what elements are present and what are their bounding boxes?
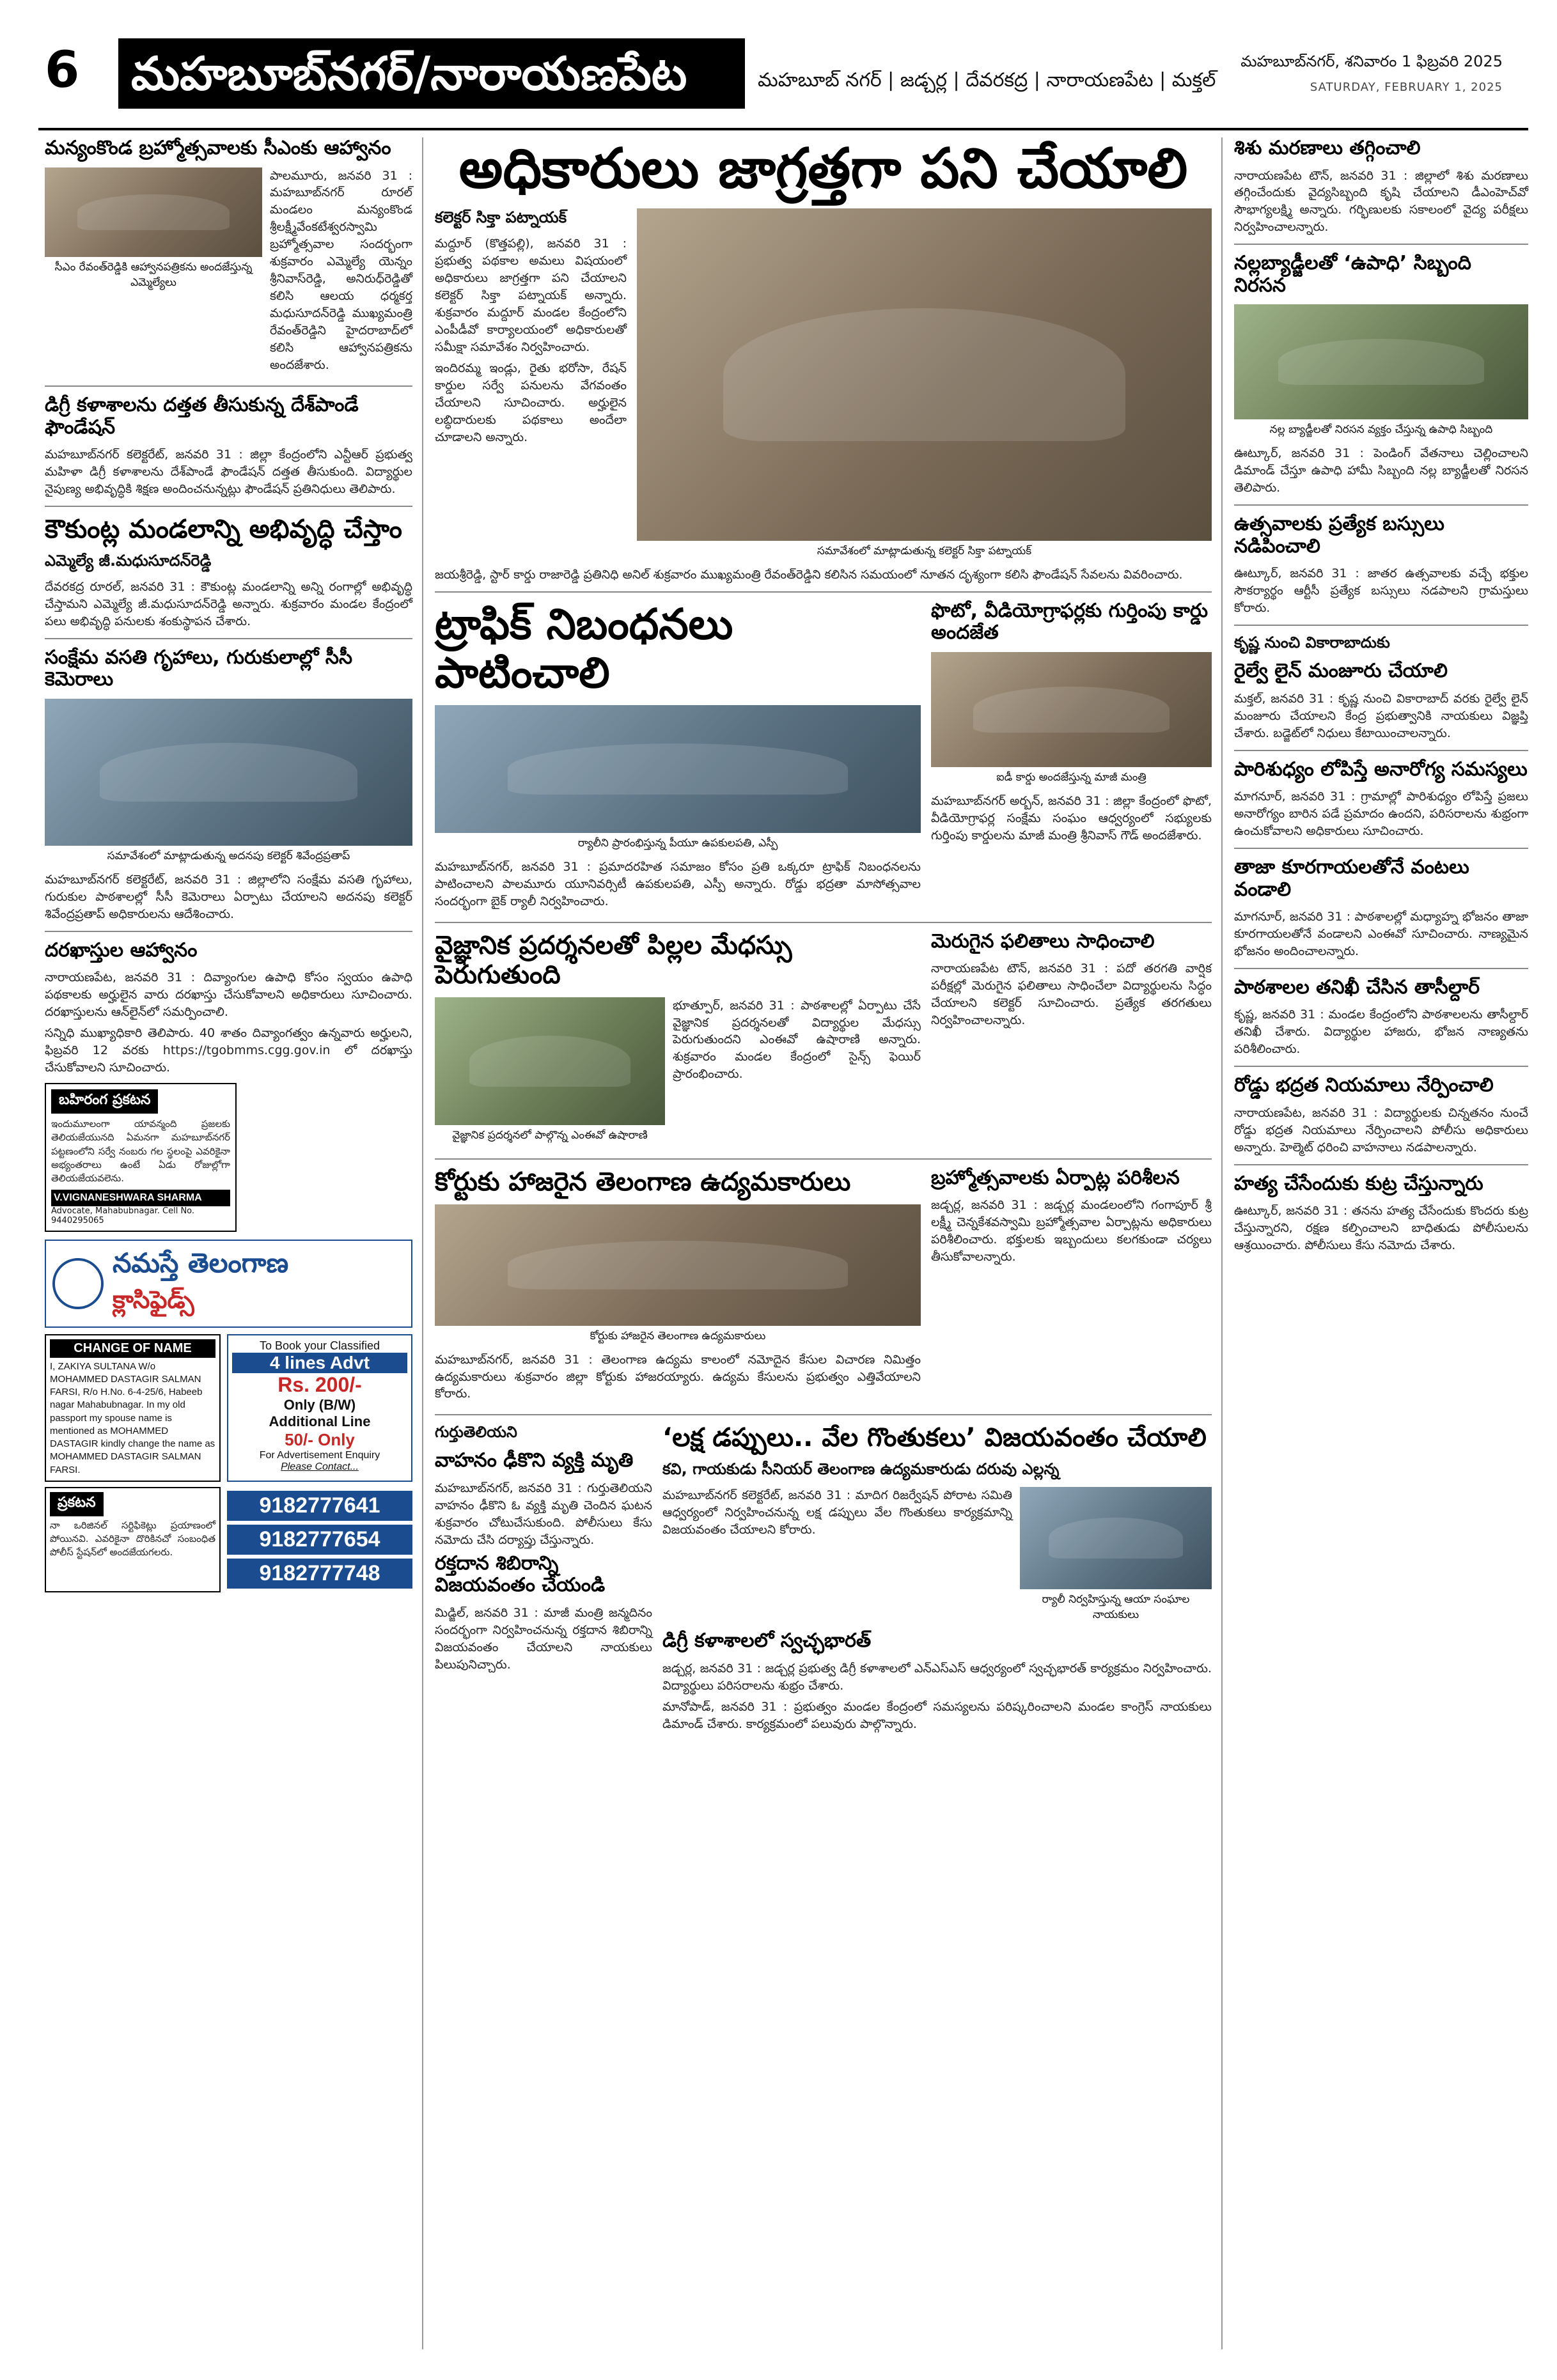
- story-text: మహబూబ్‌నగర్ కలెక్టరేట్, జనవరి 31 : మాదిగ రిజర్వేషన్ పోరాట సమితి ఆధ్వర్యంలో నిర్వహించనున్న లక్ష డప్పులు వేల గొంతుకలు కార్యక్రమాన్ని విజయవంతం చేయాలని కోరారు.: [662, 1488, 1012, 1537]
- story-head: ట్రాఫిక్ నిబంధనలు పాటించాలి: [435, 599, 733, 697]
- photo-caption: నల్ల బ్యాడ్జీలతో నిరసన వ్యక్తం చేస్తున్న ఉపాధి సిబ్బంది: [1269, 423, 1493, 437]
- book-price: Rs. 200/-: [278, 1373, 362, 1396]
- column-right: [1234, 137, 1528, 1258]
- story-head: ఉత్సవాలకు ప్రత్యేక బస్సులు నడిపించాలి: [1234, 513, 1444, 557]
- change-text: I, ZAKIYA SULTANA W/o MOHAMMED DASTAGIR SALMAN FARSI, R/o H.No. 6-4-25/6, Habeeb nagar Mahabubnagar. In my old passport my spouse name is mentioned as MOHAMMED DASTAGIR kindly change the name as MOHAMMED DASTAGIR SALMAN FARSI.: [50, 1360, 215, 1475]
- photo-caption: సమావేశంలో మాట్లాడుతున్న అదనపు కలెక్టర్ శివేంద్రప్రతాప్: [107, 849, 350, 862]
- story-head: రైల్వే లైన్ మంజూరు చేయాలి: [1234, 660, 1448, 683]
- book-contact: Please Contact...: [281, 1461, 359, 1472]
- story-photo: [931, 652, 1212, 767]
- story-photo: [1020, 1487, 1212, 1589]
- column-center: [435, 137, 1212, 1737]
- lead-subhead: కలెక్టర్ సిక్తా పట్నాయక్: [435, 208, 567, 226]
- phone-number: 9182777641: [227, 1491, 412, 1521]
- story-head: మెరుగైన ఫలితాలు సాధించాలి: [931, 929, 1155, 953]
- divider: [45, 638, 412, 639]
- story-head: రోడ్డు భద్రత నియమాలు నేర్పించాలి: [1234, 1074, 1494, 1097]
- story-text: మాగనూర్, జనవరి 31 : గ్రామాల్లో పారిశుధ్యం లోపిస్తే ప్రజలు అనారోగ్యం బారిన పడే ప్రమాదం ఉందని, పరిసరాలను శుభ్రంగా ఉంచుకోవాలని అధికారులు సూచించారు.: [1234, 789, 1528, 839]
- photo-caption: ర్యాలీని ప్రారంభిస్తున్న పీయూ ఉపకులపతి, ఎస్పీ: [577, 836, 778, 850]
- story-head: దరఖాస్తుల ఆహ్వానం: [45, 938, 198, 961]
- column-rule: [422, 137, 423, 2349]
- classifieds-banner: [45, 1240, 412, 1328]
- lead-photo: [637, 208, 1212, 541]
- story-photo: [435, 997, 665, 1125]
- story-head: హత్య చేసేందుకు కుట్ర చేస్తున్నారు: [1234, 1172, 1483, 1195]
- divider: [435, 1414, 1212, 1415]
- story-subhead: కవి, గాయకుడు సీనియర్ తెలంగాణ ఉద్యమకారుడు దరువు ఎల్లన్న: [662, 1460, 1060, 1479]
- phone-list: [227, 1487, 412, 1592]
- story-photo: [45, 699, 412, 846]
- notice-title: బహిరంగ ప్రకటన: [51, 1089, 158, 1114]
- classifieds-seal-icon: [52, 1258, 104, 1309]
- book-head: To Book your Classified: [259, 1339, 380, 1352]
- story-text: మహబూబ్‌నగర్ కలెక్టరేట్, జనవరి 31 : జిల్లా కేంద్రంలోని ఎన్టీఆర్ ప్రభుత్వ మహిళా డిగ్రీ కళాశాలను దేశ్‌పాండే ఫౌండేషన్ దత్తత తీసుకుంది. విద్యార్థుల నైపుణ్య అభివృద్ధికి శిక్షణ అందించనున్నట్లు ఫౌండేషన్ ప్రతినిధులు తెలిపారు.: [45, 447, 412, 497]
- story-photo: [45, 167, 262, 257]
- story-photo: [435, 1204, 921, 1326]
- lead-caption: సమావేశంలో మాట్లాడుతున్న కలెక్టర్ సిక్తా పట్నాయక్: [817, 544, 1032, 557]
- masthead: [38, 38, 1528, 112]
- story-text: ఊట్కూర్, జనవరి 31 : పెండింగ్ వేతనాలు చెల్లించాలని డిమాండ్ చేస్తూ ఉపాధి హామీ సిబ్బంది నల్ల బ్యాడ్జీలతో నిరసన తెలిపారు.: [1234, 446, 1528, 495]
- divider: [435, 591, 1212, 593]
- public-notice-ad: [45, 1083, 237, 1231]
- prakatana-ad: [45, 1487, 221, 1592]
- divider: [1234, 1066, 1528, 1067]
- classifieds-brand: నమస్తే తెలంగాణ: [113, 1247, 289, 1279]
- story-text: మహబూబ్‌నగర్, జనవరి 31 : గుర్తుతెలియని వాహనం ఢీకొని ఓ వ్యక్తి మృతి చెందిన ఘటన శుక్రవారం చోటుచేసుకుంది. పోలీసులు కేసు నమోదు చేసి దర్యాప్తు చేస్తున్నారు.: [435, 1481, 652, 1547]
- story-head: పారిశుధ్యం లోపిస్తే అనారోగ్య సమస్యలు: [1234, 758, 1528, 781]
- book-classified-ad: [227, 1334, 412, 1482]
- classifieds-sub: క్లాసిఫైడ్స్: [113, 1285, 194, 1314]
- advocate-name: V.VIGNANESHWARA SHARMA: [51, 1190, 230, 1206]
- story-head: రక్తదాన శిబిరాన్ని విజయవంతం చేయండి: [435, 1552, 606, 1597]
- column-rule: [1221, 137, 1223, 2349]
- lead-headline: అధికారులు జాగ్రత్తగా పని చేయాలి: [458, 137, 1188, 201]
- story-text: మహబూబ్‌నగర్ కలెక్టరేట్, జనవరి 31 : జిల్లాలోని సంక్షేమ వసతి గృహాలు, గురుకుల పాఠశాలల్లో సీసీ కెమెరాలు ఏర్పాటు చేయాలని అదనపు కలెక్టర్ శివేంద్రప్రతాప్ అధికారులను ఆదేశించారు.: [45, 872, 412, 921]
- story-text: పాలమూరు, జనవరి 31 : మహబూబ్‌నగర్ రూరల్ మండలం మన్యంకొండ శ్రీలక్ష్మీవేంకటేశ్వరస్వామి బ్రహ్మోత్సవాల సందర్భంగా శుక్రవారం ఎమ్మెల్యే యెన్నం శ్రీనివాస్‌రెడ్డి, అనిరుధ్‌రెడ్డితో కలిసి ఆలయ ధర్మకర్త మధుసూదన్‌రెడ్డి ముఖ్యమంత్రి రేవంత్‌రెడ్డిని హైదరాబాద్‌లో కలిసి ఆహ్వానపత్రికను అందజేశారు.: [270, 168, 412, 373]
- divider: [435, 1158, 1212, 1160]
- story-head: డిగ్రీ కళాశాలను దత్తత తీసుకున్న దేశ్‌పాండే ఫౌండేషన్: [45, 394, 359, 439]
- story-head: ‘లక్ష డప్పులు.. వేల గొంతుకలు’ విజయవంతం చేయాలి: [662, 1423, 1207, 1453]
- book-only: Only (B/W): [283, 1396, 356, 1413]
- story-text: జడ్చర్ల, జనవరి 31 : జడ్చర్ల ప్రభుత్వ డిగ్రీ కళాశాలలో ఎన్ఎస్ఎస్ ఆధ్వర్యంలో స్వచ్ఛభారత్ కార్యక్రమం నిర్వహించారు. విద్యార్థులు పరిసరాలను శుభ్రం చేశారు.: [662, 1661, 1212, 1693]
- photo-caption: వైజ్ఞానిక ప్రదర్శనలో పాల్గొన్న ఎంఈవో ఉషారాణి: [452, 1128, 648, 1142]
- book-additional: Additional Line: [269, 1413, 371, 1429]
- story-text: నారాయణపేట టౌన్, జనవరి 31 : జిల్లాలో శిశు మరణాలు తగ్గించేందుకు వైద్యసిబ్బంది కృషి చేయాలని డీఎంహెచ్‌వో సౌభాగ్యలక్ష్మి అన్నారు. గర్భిణులకు సకాలంలో వైద్య పరీక్షలు నిర్వహించాలన్నారు.: [1234, 168, 1528, 235]
- divider: [435, 922, 1212, 923]
- divider: [1234, 1164, 1528, 1165]
- page-title: మహబూబ్‌నగర్/నారాయణపేట: [118, 38, 745, 109]
- divider: [1234, 244, 1528, 245]
- story-head: వైజ్ఞానిక ప్రదర్శనలతో పిల్లల మేధస్సు పెరుగుతుంది: [435, 930, 792, 990]
- phone-number: 9182777654: [227, 1525, 412, 1555]
- story-head: పాఠశాలల తనిఖీ చేసిన తాసీల్దార్: [1234, 976, 1480, 999]
- story-text: మహబూబ్‌నగర్, జనవరి 31 : తెలంగాణ ఉద్యమ కాలంలో నమోదైన కేసుల విచారణ నిమిత్తం ఉద్యమకారులు శుక్రవారం జిల్లా కోర్టుకు హాజరయ్యారు. ఉద్యమ కేసులను ప్రభుత్వం ఎత్తివేయాలని కోరారు.: [435, 1352, 921, 1401]
- story-head: తాజా కూరగాయలతోనే వంటలు వండాలి: [1234, 856, 1469, 901]
- story-head: ఫొటో, వీడియోగ్రాఫర్లకు గుర్తింపు కార్డు అందజేత: [931, 599, 1208, 644]
- divider: [1234, 968, 1528, 969]
- story-text: ఊట్కూర్, జనవరి 31 : జాతర ఉత్సవాలకు వచ్చే భక్తుల సౌకర్యార్థం ఆర్టీసీ ప్రత్యేక బస్సులు నడపాలని గ్రామస్తులు కోరారు.: [1234, 566, 1528, 616]
- story-text: కృష్ణ, జనవరి 31 : మండల కేంద్రంలోని పాఠశాలలను తాసీల్దార్ తనిఖీ చేశారు. విద్యార్థుల హాజరు, భోజన నాణ్యతను పరిశీలించారు.: [1234, 1007, 1528, 1057]
- date-english: SATURDAY, FEBRUARY 1, 2025: [1310, 81, 1503, 94]
- story-text: సన్నిధి ముఖ్యాధికారి తెలిపారు. 40 శాతం దివ్యాంగత్వం ఉన్నవారు అర్హులని, ఫిబ్రవరి 12 వరకు https://tgobmms.cgg.gov.in లో దరఖాస్తు చేసుకోవాలని సూచించారు.: [45, 1026, 412, 1075]
- story-text: మక్తల్, జనవరి 31 : కృష్ణ నుంచి వికారాబాద్ వరకు రైల్వే లైన్ మంజూరు చేయాలని కేంద్ర ప్రభుత్వానికి నాయకులు విజ్ఞప్తి చేశారు. బడ్జెట్‌లో నిధులు కేటాయించాలన్నారు.: [1234, 691, 1528, 740]
- notice-text: ఇందుమూలంగా యావన్మంది ప్రజలకు తెలియజేయునది ఏమనగా మహబూబ్‌నగర్ పట్టణంలోని సర్వే నంబరు గల స్థలంపై ఎవరికైనా అభ్యంతరాలు ఉంటే ఏడు రోజుల్లోగా తెలియజేయవలెను.: [51, 1118, 230, 1185]
- story-subhead: ఎమ్మెల్యే జీ.మధుసూదన్‌రెడ్డి: [45, 552, 212, 570]
- masthead-rule: [38, 128, 1528, 130]
- divider: [45, 931, 412, 932]
- story-text: నారాయణపేట, జనవరి 31 : దివ్యాంగుల ఉపాధి కోసం స్వయం ఉపాధి పథకాలకు అర్హులైన వారు దరఖాస్తు చేసుకోవాలని అధికారులు సూచించారు. దరఖాస్తులను ఆన్‌లైన్‌లో సమర్పించాలి.: [45, 970, 412, 1020]
- towns-strip: మహబూబ్ నగర్ | జడ్చర్ల | దేవరకద్ర | నారాయణపేట | మక్తల్: [758, 69, 1216, 91]
- story-text: జడ్చర్ల, జనవరి 31 : జడ్చర్ల మండలంలోని గంగాపూర్ శ్రీ లక్ష్మీ చెన్నకేశవస్వామి బ్రహ్మోత్సవాల ఏర్పాట్లను అధికారులు పరిశీలించారు. భక్తులకు ఇబ్బందులు కలగకుండా చర్యలు తీసుకోవాలన్నారు.: [931, 1198, 1212, 1264]
- book-lines: 4 lines Advt: [232, 1353, 407, 1373]
- story-text: మహబూబ్‌నగర్, జనవరి 31 : ప్రమాదరహిత సమాజం కోసం ప్రతి ఒక్కరూ ట్రాఫిక్ నిబంధనలను పాటించాలని పాలమూరు యూనివర్సిటీ ఉపకులపతి, ఎస్పీ అన్నారు. రోడ్డు భద్రతా మాసోత్సవాల సందర్భంగా బైక్ ర్యాలీ నిర్వహించారు.: [435, 859, 921, 908]
- story-head: డిగ్రీ కళాశాలలో స్వచ్ఛభారత్: [662, 1629, 872, 1653]
- column-left: [45, 137, 412, 1592]
- prakatana-text: నా ఒరిజినల్ సర్టిఫికెట్లు ప్రయాణంలో పోయినవి. ఎవరికైనా దొరికినచో సంబంధిత పోలీస్ స్టేషన్‌లో అందజేయగలరు.: [50, 1519, 215, 1559]
- page-number: 6: [45, 42, 80, 99]
- story-head: కౌకుంట్ల మండలాన్ని అభివృద్ధి చేస్తాం: [45, 515, 402, 545]
- story-head: శిశు మరణాలు తగ్గించాలి: [1234, 137, 1421, 159]
- story-photo: [435, 705, 921, 833]
- story-text: మిడ్జిల్, జనవరి 31 : మాజీ మంత్రి జన్మదినం సందర్భంగా నిర్వహించనున్న రక్తదాన శిబిరాన్ని విజయవంతం చేయాలని నాయకులు పిలుపునిచ్చారు.: [435, 1605, 652, 1672]
- divider: [45, 506, 412, 507]
- divider: [1234, 504, 1528, 506]
- change-head: CHANGE OF NAME: [50, 1339, 215, 1358]
- story-head: సంక్షేమ వసతి గృహాలు, గురుకులాల్లో సీసీ కెమెరాలు: [45, 646, 353, 691]
- story-text: జయశ్రీరెడ్డి, స్టార్ కార్డు రాజారెడ్డి ప్రతినిధి అనిల్ శుక్రవారం ముఖ్యమంత్రి రేవంత్‌రెడ్డిని కలిసిన సమయంలో నూతన దృశ్యంగా కలిసి ఫౌండేషన్ సేవలను వివరించారు.: [435, 567, 1183, 582]
- story-text: భూత్పూర్, జనవరి 31 : పాఠశాలల్లో ఏర్పాటు చేసే వైజ్ఞానిక ప్రదర్శనలతో విద్యార్థుల మేధస్సు పెరుగుతుందని ఎంఈవో ఉషారాణి అన్నారు. శుక్రవారం మండల కేంద్రంలో సైన్స్ ఫెయిర్ ప్రారంభించారు.: [673, 998, 921, 1082]
- story-text: నారాయణపేట టౌన్, జనవరి 31 : పదో తరగతి వార్షిక పరీక్షల్లో మెరుగైన ఫలితాలు సాధించేలా విద్యార్థులను సిద్ధం చేయాలని కలెక్టర్ సూచించారు. ప్రత్యేక తరగతులు నిర్వహించాలన్నారు.: [931, 961, 1212, 1027]
- book-enquiry: For Advertisement Enquiry: [259, 1449, 380, 1461]
- phone-number: 9182777748: [227, 1559, 412, 1589]
- advocate-details: Advocate, Mahabubnagar. Cell No. 9440295065: [51, 1206, 195, 1225]
- story-head: నల్లబ్యాడ్జీలతో ‘ఉపాధి’ సిబ్బంది నిరసన: [1234, 252, 1471, 297]
- story-kicker: కృష్ణ నుంచి వికారాబాదుకు: [1234, 634, 1390, 652]
- story-text: మాగనూర్, జనవరి 31 : పాఠశాలల్లో మధ్యాహ్న భోజనం తాజా కూరగాయలతోనే వండాలని ఎంఈవో సూచించారు. నాణ్యమైన భోజనం అందించాలన్నారు.: [1234, 910, 1528, 958]
- divider: [1234, 625, 1528, 626]
- dateline: [1240, 52, 1503, 94]
- change-of-name-ad: [45, 1334, 221, 1482]
- divider: [1234, 848, 1528, 849]
- divider: [1234, 750, 1528, 751]
- photo-caption: ఐడీ కార్డు అందజేస్తున్న మాజీ మంత్రి: [996, 770, 1146, 784]
- story-text: దేవరకద్ర రూరల్, జనవరి 31 : కౌకుంట్ల మండలాన్ని అన్ని రంగాల్లో అభివృద్ధి చేస్తామని ఎమ్మెల్యే జీ.మధుసూదన్‌రెడ్డి అన్నారు. శుక్రవారం మండల కేంద్రంలో పలు అభివృద్ధి పనులకు శంకుస్థాపన చేశారు.: [45, 580, 412, 628]
- story-head: బ్రహ్మోత్సవాలకు ఏర్పాట్ల పరిశీలన: [931, 1166, 1180, 1189]
- story-kicker: గుర్తుతెలియని: [435, 1423, 517, 1442]
- photo-caption: ర్యాలీ నిర్వహిస్తున్న ఆయా సంఘాల నాయకులు: [1042, 1593, 1190, 1622]
- prakatana-title: ప్రకటన: [50, 1492, 104, 1516]
- date-telugu: మహబూబ్‌నగర్, శనివారం 1 ఫిబ్రవరి 2025: [1240, 52, 1503, 70]
- story-text: మానోపాడ్, జనవరి 31 : ప్రభుత్వం మండల కేంద్రంలో సమస్యలను పరిష్కరించాలని మండల కాంగ్రెస్ నాయకులు డిమాండ్ చేశారు. కార్యక్రమంలో పలువురు పాల్గొన్నారు.: [662, 1699, 1212, 1731]
- story-photo: [1234, 304, 1528, 419]
- photo-caption: కోర్టుకు హాజరైన తెలంగాణ ఉద్యమకారులు: [590, 1329, 766, 1342]
- book-additional-price: 50/- Only: [285, 1429, 355, 1449]
- story-text: నారాయణపేట, జనవరి 31 : విద్యార్థులకు చిన్నతనం నుంచే రోడ్డు భద్రత నియమాలు నేర్పించాలని పోలీసు అధికారులు అన్నారు. హెల్మెట్ ధరించి వాహనాలు నడపాలన్నారు.: [1234, 1105, 1528, 1155]
- story-text: మహబూబ్‌నగర్ అర్బన్, జనవరి 31 : జిల్లా కేంద్రంలో ఫొటో, వీడియోగ్రాఫర్ల సంక్షేమ సంఘం ఆధ్వర్యంలో సభ్యులకు గుర్తింపు కార్డులను మాజీ మంత్రి శ్రీనివాస్ గౌడ్ అందజేశారు.: [931, 793, 1212, 843]
- story-head: వాహనం ఢీకొని వ్యక్తి మృతి: [435, 1449, 634, 1472]
- story-head: మన్యంకొండ బ్రహ్మోత్సవాలకు సీఎంకు ఆహ్వానం: [45, 137, 391, 159]
- story-text: ఊట్కూర్, జనవరి 31 : తనను హత్య చేసేందుకు కొందరు కుట్ర చేస్తున్నారని, రక్షణ కల్పించాలని బాధితుడు పోలీసులను ఆశ్రయించారు. పోలీసులు కేసు నమోదు చేశారు.: [1234, 1204, 1528, 1253]
- lead-text: మద్దూర్ (కొత్తపల్లి), జనవరి 31 : ప్రభుత్వ పథకాల అమలు విషయంలో అధికారులు జాగ్రత్తగా పని చేయాలని కలెక్టర్ సిక్తా పట్నాయక్ అన్నారు. శుక్రవారం మద్దూర్ మండల కేంద్రంలోని ఎంపీడీవో కార్యాలయంలో అధికారులతో సమీక్షా సమావేశం నిర్వహించారు.: [435, 236, 627, 354]
- photo-caption: సీఎం రేవంత్‌రెడ్డికి ఆహ్వానపత్రికను అందజేస్తున్న ఎమ్మెల్యేలు: [54, 260, 253, 289]
- lead-text: ఇందిరమ్మ ఇండ్లు, రైతు భరోసా, రేషన్ కార్డుల సర్వే పనులను వేగవంతం చేయాలని సూచించారు. అర్హులైన లబ్ధిదారులకు పథకాలు అందేలా చూడాలని అన్నారు.: [435, 361, 627, 444]
- story-head: కోర్టుకు హాజరైన తెలంగాణ ఉద్యమకారులు: [435, 1167, 851, 1197]
- divider: [45, 385, 412, 387]
